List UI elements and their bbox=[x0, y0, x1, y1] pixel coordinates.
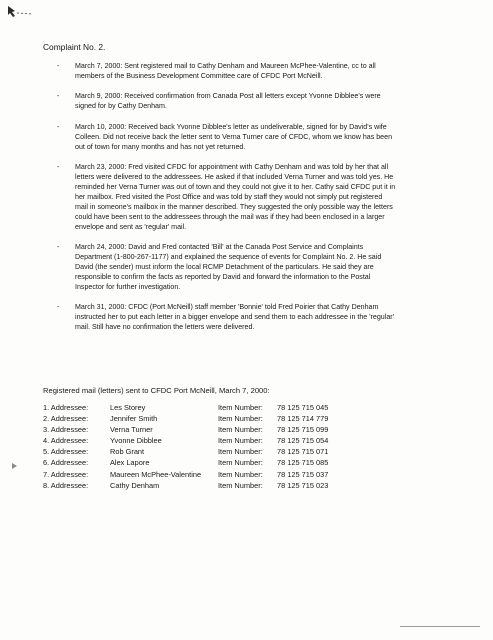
item-number: 78 125 715 023 bbox=[277, 480, 329, 490]
entry-text: March 7, 2000: Sent registered mail to Cathy Denham and Maureen McPhee-Valentine, cc to all members of the Business Development Committee care of CFDC Port McNeill. bbox=[75, 62, 376, 80]
item-number: 78 125 715 054 bbox=[277, 436, 329, 446]
item-number: 78 125 714 779 bbox=[277, 414, 329, 424]
addressee-name: Cathy Denham bbox=[110, 480, 160, 490]
addressee-name: Rob Grant bbox=[110, 447, 145, 457]
addressee-name: Les Storey bbox=[110, 403, 146, 412]
table-row bbox=[43, 413, 357, 424]
item-number: 78 125 715 099 bbox=[277, 425, 329, 435]
table-row bbox=[43, 435, 357, 446]
addressee-label: 8. Addressee: bbox=[43, 480, 89, 490]
addressee-name: Verna Turner bbox=[110, 425, 153, 435]
entry-bullet: - bbox=[57, 303, 60, 312]
entry-bullet: - bbox=[57, 122, 60, 131]
addressee-label: 1. Addressee: bbox=[43, 403, 89, 412]
addressee-name: Yvonne Dibblee bbox=[110, 436, 162, 446]
item-number-label: Item Number: bbox=[218, 447, 263, 457]
table-row bbox=[43, 457, 357, 468]
item-number-label: Item Number: bbox=[218, 403, 263, 412]
addressee-label: 5. Addressee: bbox=[43, 447, 89, 457]
item-number-label: Item Number: bbox=[218, 469, 263, 479]
entry-bullet: - bbox=[57, 163, 60, 172]
entry-bullet: - bbox=[57, 62, 60, 70]
item-number: 78 125 715 045 bbox=[277, 403, 329, 412]
entry-text: March 24, 2000: David and Fred contacted 'Bill' at the Canada Post Service and Complaints Department (1-800-267-1177) and explained the sequence of events for Complaint No. 2. He said David (the sender) must inform the local RCMP Detachment of the particulars. He said they are responsible to confirm the facts as reported by David and forward the information to the Postal Inspector for further investigation. bbox=[75, 243, 382, 291]
entry-bullet: - bbox=[57, 243, 60, 252]
entry-text: March 31, 2000: CFDC (Port McNeill) staff member 'Bonnie' told Fred Poirier that Cathy Denham instructed her to put each letter in a bigger envelope and send them to each addressee in the 'regular' mail. Still have no confirmation the letters were delivered. bbox=[75, 303, 394, 331]
registered-mail-title: Registered mail (letters) sent to CFDC Port McNeill, March 7, 2000: bbox=[43, 386, 270, 395]
footer-rule bbox=[400, 626, 480, 627]
complaint-entry bbox=[57, 243, 397, 293]
addressee-label: 6. Addressee: bbox=[43, 458, 89, 468]
entry-text: March 10, 2000: Received back Yvonne Dibblee's letter as undeliverable, signed for by David's wife Colleen. Did not receive back the letter sent to Verna Turner care of CFDC, whom we know has been out of town for many months and has not yet returned. bbox=[75, 122, 393, 151]
complaint-entry bbox=[57, 62, 397, 82]
complaint-entry bbox=[57, 163, 397, 232]
item-number-label: Item Number: bbox=[218, 425, 263, 435]
item-number: 78 125 715 071 bbox=[277, 447, 329, 457]
addressee-name: Maureen McPhee-Valentine bbox=[110, 469, 202, 479]
complaint-entry bbox=[57, 123, 397, 153]
table-row bbox=[43, 446, 357, 457]
registered-mail-table bbox=[43, 402, 357, 491]
complaint-heading: Complaint No. 2. bbox=[43, 42, 106, 52]
table-row bbox=[43, 402, 357, 413]
item-number: 78 125 715 037 bbox=[277, 469, 329, 479]
table-row bbox=[43, 480, 357, 491]
item-number-label: Item Number: bbox=[218, 458, 263, 468]
addressee-name: Jennifer Smith bbox=[110, 414, 158, 424]
item-number-label: Item Number: bbox=[218, 480, 263, 490]
addressee-label: 2. Addressee: bbox=[43, 414, 89, 424]
complaint-entry bbox=[57, 92, 397, 112]
addressee-label: 4. Addressee: bbox=[43, 436, 89, 446]
complaint-entry bbox=[57, 303, 397, 333]
entry-text: March 23, 2000: Fred visited CFDC for appointment with Cathy Denham and was told by her that all letters were delivered to the addressees. He asked if that included Verna Turner and was told yes. He reminded her Verna Turner was out of town and they could not give it to her. Cathy said CFDC put it in her mailbox. Fred visited the Post Office and was told by staff they would not simply put registered mail in someone's mailbox in the manner described. They suggested the only possible way the letters could have been sent to the addressees through the mail was if they had been enclosed in a larger envelope and sent as 'regular' mail. bbox=[75, 163, 396, 231]
entry-text: March 9, 2000: Received confirmation from Canada Post all letters except Yvonne Dibblee's were signed for by Cathy Denham. bbox=[75, 92, 381, 111]
item-number: 78 125 715 085 bbox=[277, 458, 329, 468]
complaint-entries bbox=[57, 62, 397, 344]
addressee-label: 3. Addressee: bbox=[43, 425, 89, 435]
addressee-label: 7. Addressee: bbox=[43, 469, 89, 479]
addressee-name: Alex Lapore bbox=[110, 458, 150, 468]
item-number-label: Item Number: bbox=[218, 436, 263, 446]
corner-arrow-mark bbox=[6, 4, 34, 20]
entry-bullet: - bbox=[57, 92, 60, 101]
table-row bbox=[43, 469, 357, 480]
item-number-label: Item Number: bbox=[218, 414, 263, 424]
table-row bbox=[43, 424, 357, 435]
margin-arrow-mark bbox=[11, 462, 18, 470]
